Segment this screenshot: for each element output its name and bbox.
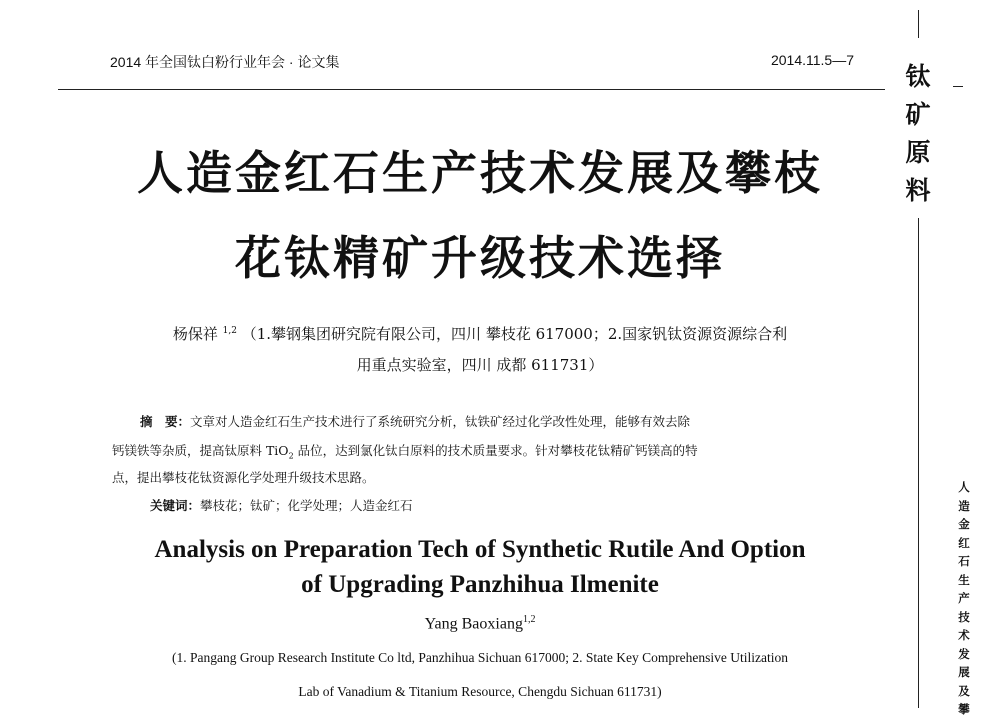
title-cn-line1: 人造金红石生产技术发展及攀枝: [137, 146, 823, 200]
abstract-text-line1: 文章对人造金红石生产技术进行了系统研究分析，钛铁矿经过化学改性处理，能够有效去除: [190, 414, 691, 429]
title-en-line2: of Upgrading Panzhihua Ilmenite: [301, 571, 659, 598]
abstract-text-line2-pre: 钙镁铁等杂质，提高钛原料 TiO: [112, 443, 289, 458]
running-header-left: 2014 年全国钛白粉行业年会 · 论文集: [110, 54, 340, 70]
margin-dash: [953, 86, 963, 87]
abstract-text-line2-post: 品位，达到氯化钛白原料的技术质量要求。针对攀枝花钛精矿钙镁高的特: [293, 443, 698, 458]
author-name-cn: 杨保祥: [172, 325, 218, 343]
abstract-cn-line3: 点，提出攀枝花钛资源化学处理升级技术思路。: [112, 470, 375, 485]
margin-running-title: [952, 478, 976, 719]
margin-title-char: 及: [958, 683, 970, 698]
affiliation-en-line2: Lab of Vanadium & Titanium Resource, Chengdu Sichuan 611731): [298, 684, 662, 699]
affiliation-cn-line1: （1.攀钢集团研究院有限公司，四川 攀枝花 617000；2.国家钒钛资源资源综合利: [241, 325, 788, 343]
margin-title-char: 攀: [958, 702, 970, 716]
margin-title-char: 人: [958, 480, 970, 494]
margin-title-char: 红: [958, 535, 970, 550]
margin-title-char: 造: [958, 498, 970, 513]
section-category-char: 矿: [905, 100, 931, 129]
margin-rule-top: [918, 10, 919, 38]
title-cn-line2: 花钛精矿升级技术选择: [235, 231, 725, 285]
margin-title-char: 展: [958, 665, 970, 679]
section-category-char: 料: [905, 176, 931, 205]
author-en: [60, 614, 900, 633]
margin-title-char: 石: [958, 554, 970, 568]
keywords-label: 关键词：: [150, 498, 201, 513]
author-affiliation-cn: [90, 323, 870, 344]
section-category: [893, 58, 943, 210]
abstract-cn-line1: [140, 412, 890, 430]
margin-title-char: 术: [958, 628, 970, 642]
section-category-char: 原: [905, 138, 931, 167]
header-rule: [58, 89, 885, 90]
abstract-cn-line2: [112, 441, 862, 461]
author-en-affiliation-marks: 1,2: [522, 614, 536, 625]
margin-rule: [918, 218, 919, 708]
author-affiliation-marks: 1,2: [222, 326, 237, 336]
running-header-date: 2014.11.5—7: [770, 52, 854, 68]
margin-title-char: 生: [958, 572, 970, 587]
margin-title-char: 技: [958, 609, 970, 624]
affiliation-cn-line2: 用重点实验室，四川 成都 611731）: [356, 356, 604, 374]
affiliation-en-line1: (1. Pangang Group Research Institute Co ltd, Panzhihua Sichuan 617000; 2. State Key Comprehensive Utilization: [171, 650, 788, 665]
title-en-line1: Analysis on Preparation Tech of Synthetic Rutile And Option: [154, 536, 806, 563]
margin-title-char: 发: [958, 646, 970, 661]
section-category-char: 钛: [905, 62, 931, 91]
margin-title-char: 产: [958, 591, 970, 605]
margin-title-char: 金: [958, 517, 970, 531]
keywords-cn: [150, 496, 413, 514]
abstract-label: 摘 要：: [140, 414, 191, 429]
keywords-text: 攀枝花；钛矿；化学处理；人造金红石: [200, 498, 413, 513]
author-name-en: Yang Baoxiang: [424, 615, 523, 633]
abstract-subscript: 2: [288, 451, 294, 461]
